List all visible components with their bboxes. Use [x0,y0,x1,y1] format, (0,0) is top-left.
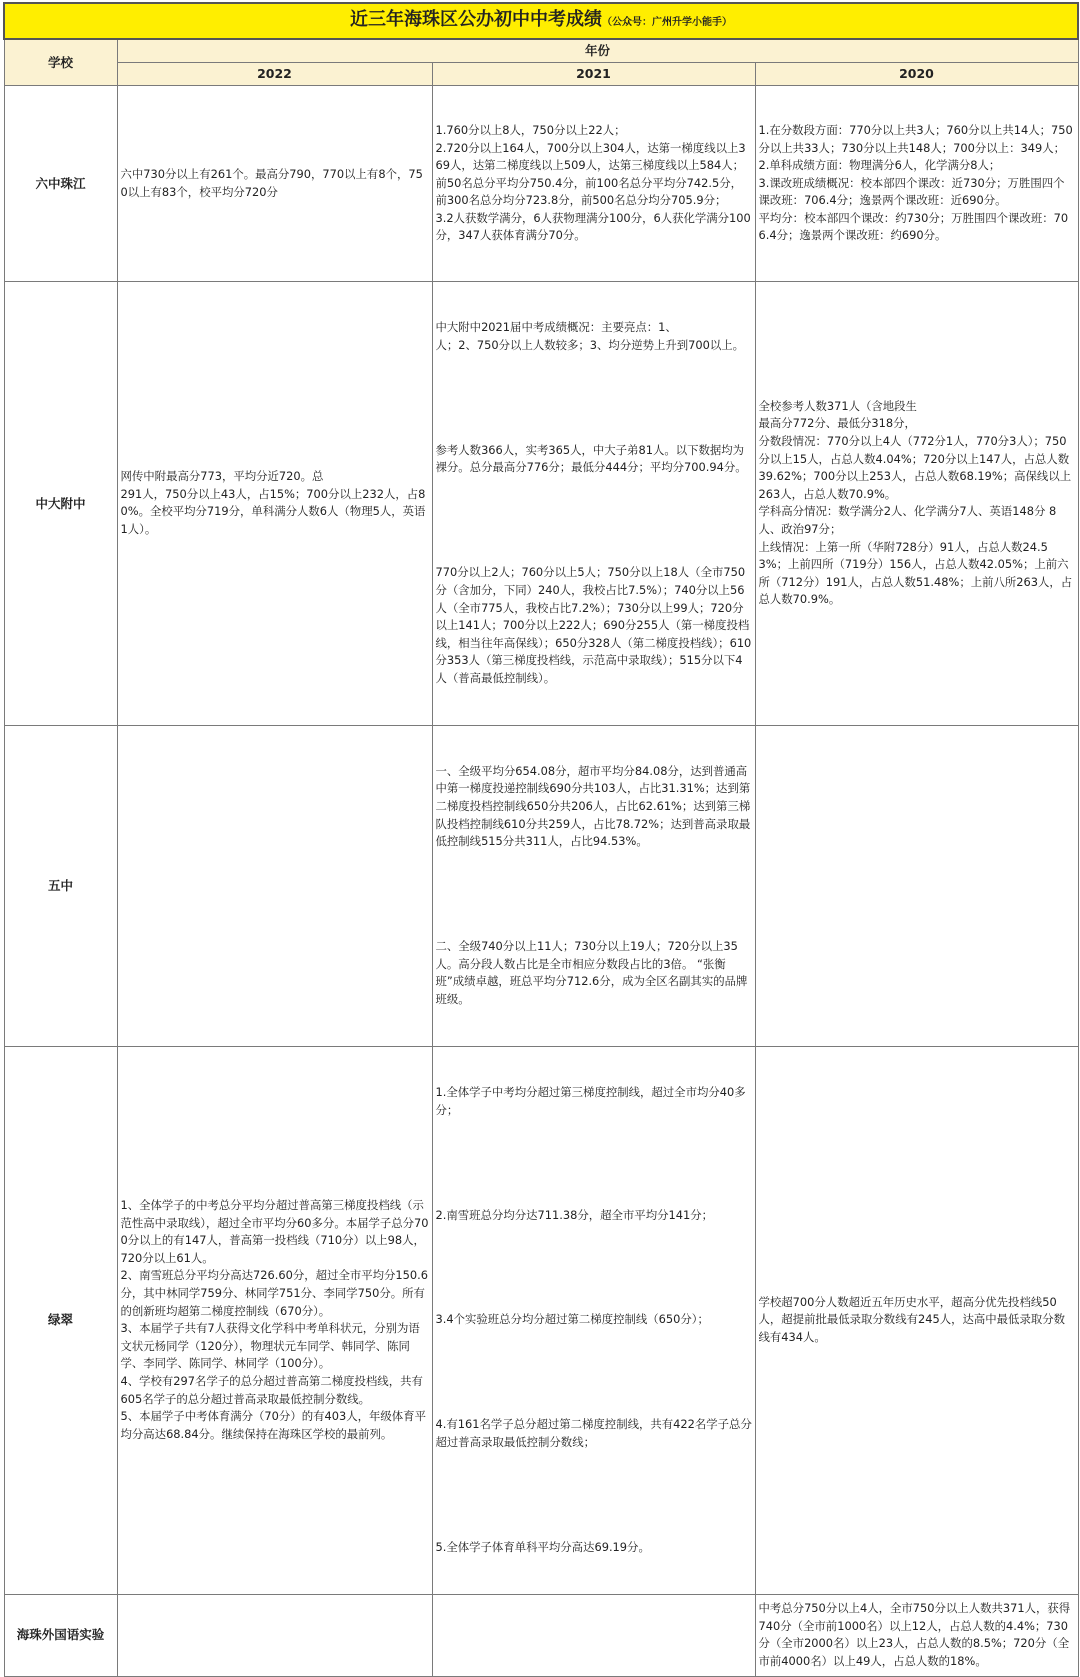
paragraph: 中大附中2021届中考成绩概况：主要亮点：1、 人；2、750分以上人数较多；3、均分逆势上升到700以上。 [435,320,745,352]
title-note: （公众号：广州升学小能手） [602,16,732,28]
school-name: 五中 [4,725,117,1046]
cell-2021 [432,725,755,1046]
cell-2022 [117,1594,432,1676]
paragraph: 2.南雪班总分均分达711.38分，超全市平均分141分； [435,1207,713,1222]
paragraph: 770分以上2人；760分以上5人；750分以上18人（全市750分（含加分，下同）240人，我校占比7.5%）；740分以上56人（全市775人，我校占比7.2%）；730分以上99人；720分以上141人；700分以上222人；690分255人（第一梯度投档线，相当往年高保线）；650分328人（第二梯度投档线）；610分353人（第三梯度投档线，示范高中录取线）；515分以下4人（普高最低控制线）。 [435,565,752,685]
cell-2021 [432,1046,755,1594]
cell-2022 [117,86,432,282]
table-row [4,86,1078,282]
cell-text: 网传中附最高分773，平均分近720。总 291人，750分以上43人，占15%；700分以上232人，占80%。全校平均分719分，单科满分人数6人（物理5人，英语1人）。 [120,469,426,536]
cell-2020 [755,1594,1078,1676]
school-name: 绿翠 [4,1046,117,1594]
cell-2020 [755,282,1078,726]
table-row [4,1594,1078,1676]
cell-text [433,1633,755,1637]
paragraph: 1.全体学子中考均分超过第三梯度控制线，超过全市均分40多分； [435,1084,746,1117]
cell-text: 1、全体学子的中考总分平均分超过普高第三梯度投档线（示范性高中录取线），超过全市平均分60多分。本届学子总分700分以上的有147人，普高第一投档线（710分）以上98人，720分以上61人。 2、南雪班总分平均分高达726.60分，超过全市平均分150.6分，其中林同学759分、林同学751分、李同学750分。所有的创新班均超第二梯度控制线（670分）。 3、本届学子共有7人获得文化学科中考单科状元，分别为语文状元杨同学（120分），物理状元车同学、韩同学、陈同学、李同学、陈同学、林同学（100分）。 4、学校有297名学子的总分超过普高第二梯度投档线，共有605名学子的总分超过普高录取最低控制分数线。 5、本届学子中考体育满分（70分）的有403人，年级体育平均分高达68.84分。继续保持在海珠区学校的最前列。 [120,1198,429,1441]
paragraph: 4.有161名学子总分超过第二梯度控制线，共有422名学子总分超过普高录取最低控制分数线； [435,1417,752,1450]
table-title [4,3,1078,39]
title-text: 近三年海珠区公办初中中考成绩 [350,8,602,30]
cell-text: 1.760分以上8人，750分以上22人； 2.720分以上164人，700分以上304人，达第一梯度线以上369人，达第二梯度线以上509人，达第三梯度线以上584人；前50名总分平均分750.4分，前100名总分平均分742.5分，前300名总分均分723.8分，前500名总分均分705.9分； 3.2人获数学满分，6人获物理满分100分，6人获化学满分100分，347人获体育满分70分。 [435,122,751,243]
header-year-group: 年份 [117,39,1078,63]
paragraph: 3.4个实验班总分均分超过第二梯度控制线（650分）； [435,1312,709,1327]
cell-2021 [432,86,755,282]
paragraph: 5.全体学子体育单科平均分高达69.19分。 [435,1540,650,1554]
cell-text: 1.在分数段方面：770分以上共3人；760分以上共14人；750分以上共33人；730分以上共148人；700分以上：349人； 2.单科成绩方面：物理满分6人，化学满分8人； 3.课改班成绩概况：校本部四个课改：近730分；万胜围四个课改班：706.4分；逸景两个课改班：近690分。 平均分：校本部四个课改：约730分；万胜围四个课改班：706.4分；逸景两个课改班：约690分。 [758,122,1073,243]
cell-text [433,726,755,1046]
school-name: 海珠外国语实验 [4,1594,117,1676]
school-name: 六中珠江 [4,86,117,282]
cell-2022 [117,1046,432,1594]
cell-text: 全校参考人数371人（含地段生 最高分772分、最低分318分， 分数段情况：770分以上4人（772分1人，770分3人）；750分以上15人，占总人数4.04%；720分以上147人，占总人数39.62%；700分以上253人，占总人数68.19%；高保线以上263人，占总人数70.9%。 学科高分情况：数学满分2人、化学满分7人、英语148分 8人、政治97分； 上线情况：上第一所（华附728分）91人，占总人数24.53%；上前四所（719分）156人，占总人数42.05%；上前六所（712分）191人，占总人数51.48%；上前八所263人，占总人数70.9%。 [758,398,1073,607]
cell-text [433,282,755,725]
cell-2020 [755,725,1078,1046]
title-row [4,3,1078,39]
header-row-1 [4,39,1078,63]
header-row-2 [4,63,1078,86]
header-year-2022: 2022 [117,63,432,86]
results-sheet [3,2,1077,1677]
table-row [4,725,1078,1046]
cell-2022 [117,282,432,726]
cell-text: 学校超700分人数超近五年历史水平，超高分优先投档线50人，超提前批最低录取分数线有245人，达高中最低录取分数线有434人。 [758,1294,1066,1345]
paragraph: 一、全级平均分654.08分，超市平均分84.08分，达到普通高中第一梯度投递控制线690分共103人，占比31.31%；达到第二梯度投档控制线650分共206人，占比62.61%；达到第三梯队投档控制线610分共259人，占比78.72%；达到普高录取最低控制线515分共311人，占比94.53%。 [435,763,751,849]
paragraph: 参考人数366人，实考365人，中大子弟81人。以下数据均为裸分。总分最高分776分；最低分444分；平均分700.94分。 [435,442,747,475]
school-name: 中大附中 [4,282,117,726]
cell-2020 [755,86,1078,282]
cell-2022 [117,725,432,1046]
table-row [4,282,1078,726]
cell-text [433,1047,755,1594]
cell-text: 中考总分750分以上4人，全市750分以上人数共371人，获得740分（全市前1000名）以上12人，占总人数的4.4%；730分（全市2000名）以上23人，占总人数的8.5%；720分（全市前4000名）以上49人，占总人数的18%。 [758,1601,1071,1668]
cell-text [118,884,432,888]
results-table [3,2,1079,1677]
cell-2021 [432,282,755,726]
header-year-2020: 2020 [755,63,1078,86]
header-school: 学校 [4,39,117,86]
header-year-2021: 2021 [432,63,755,86]
cell-2020 [755,1046,1078,1594]
cell-text [756,884,1078,888]
cell-text: 六中730分以上有261个。最高分790，770以上有8个，750以上有83个，校平均分720分 [120,166,423,199]
cell-2021 [432,1594,755,1676]
table-row [4,1046,1078,1594]
cell-text [118,1633,432,1637]
paragraph: 二、全级740分以上11人；730分以上19人；720分以上35人。高分段人数占比是全市相应分数段占比的3倍。 “张衡班”成绩卓越，班总平均分712.6分，成为全区名副其实的品牌班级。 [435,939,748,1006]
